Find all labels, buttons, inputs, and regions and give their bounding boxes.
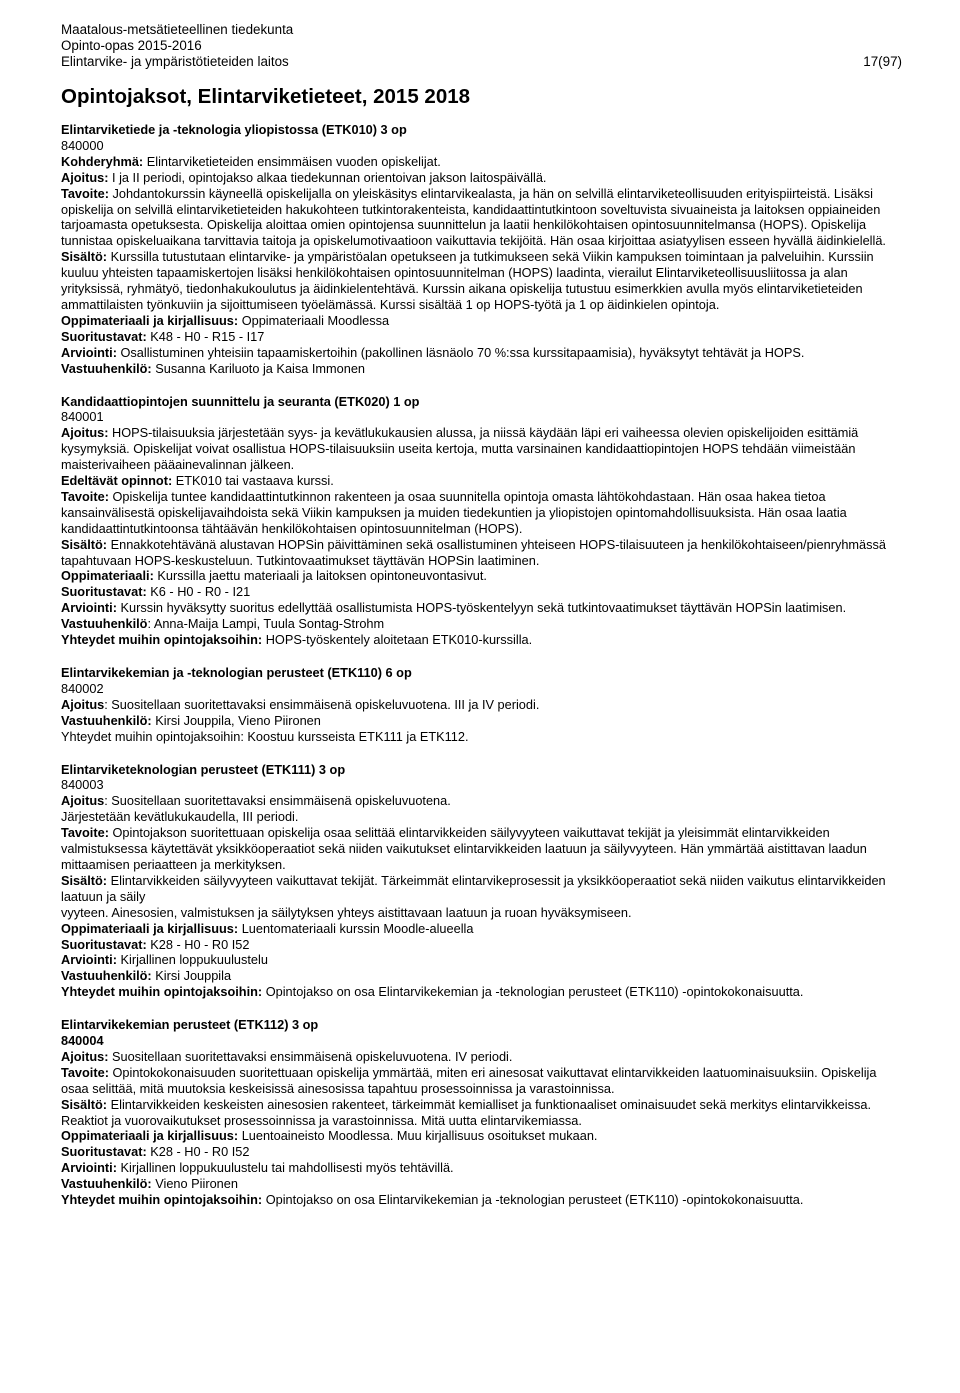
responsible-person — [61, 968, 906, 984]
prerequisites — [61, 473, 906, 489]
timing — [61, 1049, 906, 1065]
assessment — [61, 600, 906, 616]
field-value: Opintokokonaisuuden suoritettuaan opiskelija ymmärtää, miten eri ainesosat vaikuttavat elintarvikkeiden laatuominaisuuksiin. Opiskelija osaa selittää, mitä muutoksia keskeisissä ainesosissa tapahtuu prosessoinnissa ja varastoinnissa. — [61, 1064, 877, 1096]
course-code: 840000 — [61, 137, 104, 153]
responsible-person — [61, 361, 906, 377]
field-value: : Suositellaan suoritettavaksi ensimmäisenä opiskeluvuotena. — [104, 793, 451, 809]
field-value: Osallistuminen yhteisiin tapaamiskertoihin (pakollinen läsnäolo 70 %:ssa kurssitapaamisia), hyväksytyt tehtävät ja HOPS. — [116, 344, 805, 360]
field-label: Yhteydet muihin opintojaksoihin: — [61, 1192, 263, 1208]
field-value: Kirjallinen loppukuulustelu tai mahdollisesti myös tehtävillä. — [116, 1160, 454, 1176]
field-value: K28 - H0 - R0 I52 — [146, 1144, 250, 1160]
field-value: K6 - H0 - R0 - I21 — [146, 584, 251, 600]
field-value: Ennakkotehtävänä alustavan HOPSin päivittäminen sekä osallistuminen yhteiseen HOPS-tilaisuuteen ja henkilökohtaiseen/pienryhmässä tapahtuvaan HOPS-keskusteluun. Tutkintovaatimukset täyttävän HOPSin laatiminen. — [61, 536, 886, 568]
timing — [61, 793, 906, 809]
header-department: Elintarvike- ja ympäristötieteiden laitos — [61, 54, 289, 69]
content — [61, 537, 906, 569]
field-value: Kirjallinen loppukuulustelu — [116, 952, 268, 968]
field-value: K48 - H0 - R15 - I17 — [146, 328, 265, 344]
course-title: Elintarviketiede ja -teknologia yliopistossa (ETK010) 3 op — [61, 122, 407, 137]
assessment — [61, 952, 906, 968]
field-value: : Anna-Maija Lampi, Tuula Sontag-Strohm — [147, 616, 385, 632]
field-label: Arviointi: — [61, 600, 117, 616]
course-code: 840004 — [61, 1033, 104, 1049]
responsible-person — [61, 713, 906, 729]
field-label: Oppimateriaali ja kirjallisuus: — [61, 920, 239, 936]
content — [61, 249, 906, 313]
field-value: Opintojakso on osa Elintarvikekemian ja -teknologian perusteet (ETK110) -opintokokonaisuutta. — [262, 984, 804, 1000]
field-label: Tavoite: — [61, 185, 109, 201]
objective — [61, 186, 906, 250]
field-value: Vieno Piironen — [151, 1176, 238, 1192]
objective — [61, 489, 906, 537]
assessment — [61, 345, 906, 361]
field-label: Vastuuhenkilö: — [61, 1176, 152, 1192]
schedule: Järjestetään kevätlukukaudella, III periodi. — [61, 809, 299, 825]
timing — [61, 170, 906, 186]
field-label: Ajoitus: — [61, 425, 109, 441]
course-title: Elintarvikekemian perusteet (ETK112) 3 op — [61, 1017, 319, 1033]
course-code: 840001 — [61, 409, 104, 425]
materials — [61, 921, 906, 937]
responsible-person — [61, 616, 906, 632]
completion-methods — [61, 584, 906, 600]
materials — [61, 1128, 906, 1144]
field-label: Yhteydet muihin opintojaksoihin: — [61, 984, 263, 1000]
field-label: Vastuuhenkilö: — [61, 968, 152, 984]
field-value: Johdantokurssin käyneellä opiskelijalla on yleiskäsitys elintarvikealasta, ja hän on selvillä elintarviketeollisuuden erityispiirteistä. Lisäksi opiskelija on selvillä elintarviketieteiden hakukohteen tutkintorakenteista, kandidaattintutkintoon soveltuvista sivuaineista ja laitoksen oppiaineiden tarjoamasta opetuksesta. Opiskelija aloittaa omien opintojensa suunnittelun ja laatii henkilökohtaisen opintosuunnitelmansa (HOPS). Opiskelija tunnistaa opiskeluaikana tarvittavia taitoja ja opiskelumotivaatioon vaikuttavia tekijöitä. Hän osaa kirjoittaa asiatyylisen esseen hyvällä äidinkielellä. — [61, 185, 886, 249]
page-title: Opintojaksot, Elintarviketieteet, 2015 2018 — [61, 85, 471, 108]
course-title: Elintarvikekemian ja -teknologian perusteet (ETK110) 6 op — [61, 665, 412, 680]
field-value: Suositellaan suoritettavaksi ensimmäisenä opiskeluvuotena. IV periodi. — [108, 1048, 513, 1064]
field-label: Ajoitus — [61, 793, 105, 809]
field-label: Edeltävät opinnot: — [61, 473, 173, 489]
page-number: 17(97) — [863, 54, 902, 69]
related-courses — [61, 984, 906, 1000]
field-label: Oppimateriaali: — [61, 568, 154, 584]
course-list — [61, 122, 906, 1208]
materials — [61, 568, 906, 584]
field-value: I ja II periodi, opintojakso alkaa tiedekunnan orientoivan jakson laitospäivällä. — [108, 169, 547, 185]
field-value: Kirsi Jouppila, Vieno Piironen — [151, 712, 321, 728]
header-guide: Opinto-opas 2015-2016 — [61, 38, 202, 53]
course-title: Elintarviketeknologian perusteet (ETK111) 3 op — [61, 761, 346, 777]
field-label: Sisältö: — [61, 249, 108, 265]
field-value: K28 - H0 - R0 I52 — [146, 936, 250, 952]
field-label: Suoritustavat: — [61, 584, 147, 600]
field-value: Oppimateriaali Moodlessa — [238, 312, 390, 328]
course-etk010 — [61, 122, 906, 377]
field-label: Vastuuhenkilö — [61, 616, 148, 632]
field-label: Suoritustavat: — [61, 1144, 147, 1160]
responsible-person — [61, 1176, 906, 1192]
field-value: : Suositellaan suoritettavaksi ensimmäisenä opiskeluvuotena. III ja IV periodi. — [104, 696, 540, 712]
field-value: Elintarviketieteiden ensimmäisen vuoden opiskelijat. — [143, 153, 441, 169]
objective — [61, 825, 906, 873]
content — [61, 1097, 906, 1129]
field-value: Kurssilla tutustutaan elintarvike- ja ympäristöalan opetukseen ja tutkimukseen sekä Viikin kampuksen toimintaan ja palveluihin. Kurssiin kuuluu yhteisten tapaamiskertojen lisäksi henkilökohtaisen opintosuunnitelman (HOPS) laadinta, vierailut Elintarviketeollisuusliitossa ja alan yrityksissä, ryhmätyö, tiedonhakukoulutus ja äidinkielentehtävä. Kurssin aikana opiskelija tutustuu esimerkkien avulla myös elintarviketieteiden ammattilaisten työnkuviin ja sijoittumiseen työelämässä. Kurssi sisältää 1 op HOPS-työtä ja 1 op äidinkielen opintoja. — [61, 249, 874, 312]
field-label: Tavoite: — [61, 825, 109, 841]
field-value: Elintarvikkeiden keskeisten ainesosien rakenteet, tärkeimmät kemialliset ja funktionaaliset ominaisuudet sekä merkitys elintarvikkeissa. Reaktiot ja vuorovaikutukset prosessoinnissa ja varastoinnissa. Mitä uutta elintarvikemiassa. — [61, 1096, 871, 1128]
field-value: Opintojakso on osa Elintarvikekemian ja -teknologian perusteet (ETK110) -opintokokonaisuutta. — [262, 1192, 804, 1208]
field-value: Kirsi Jouppila — [151, 968, 232, 984]
field-label: Sisältö: — [61, 536, 108, 552]
field-label: Arviointi: — [61, 344, 117, 360]
field-label: Tavoite: — [61, 488, 109, 504]
field-value: Luentoaineisto Moodlessa. Muu kirjallisuus osoitukset mukaan. — [238, 1128, 598, 1144]
field-value: Elintarvikkeiden säilyvyyteen vaikuttavat tekijät. Tärkeimmät elintarvikeprosessit ja yksikköoperaatiot sekä niiden vaikutus elintarvikkeiden laatuun ja säily — [61, 872, 886, 904]
field-label: Ajoitus: — [61, 1048, 109, 1064]
field-label: Tavoite: — [61, 1064, 109, 1080]
field-label: Yhteydet muihin opintojaksoihin: — [61, 632, 263, 648]
field-value: Opintojakson suoritettuaan opiskelija osaa selittää elintarvikkeiden säilyvyyteen vaikuttavat tekijät ja yleisimmät elintarvikkeiden valmistuksessa käytettävät yksikköoperaatiot sekä niiden vaikutukset elintarvikkeiden laatuun ja säilyvyyteen. Hän ymmärtää aistittavan laadun mittaamisen periaatteen ja merkityksen. — [61, 825, 867, 872]
field-value: ETK010 tai vastaava kurssi. — [172, 473, 334, 489]
materials — [61, 313, 906, 329]
course-etk111 — [61, 762, 906, 1001]
field-label: Kohderyhmä: — [61, 153, 144, 169]
course-etk020 — [61, 394, 906, 649]
course-etk110 — [61, 665, 906, 745]
completion-methods — [61, 937, 906, 953]
field-value: HOPS-työskentely aloitetaan ETK010-kurssilla. — [262, 632, 533, 648]
course-code: 840003 — [61, 777, 104, 793]
field-label: Vastuuhenkilö: — [61, 712, 152, 728]
course-title: Kandidaattiopintojen suunnittelu ja seuranta (ETK020) 1 op — [61, 393, 420, 409]
assessment — [61, 1160, 906, 1176]
field-value: Opiskelija tuntee kandidaattintutkinnon rakenteen ja osaa suunnitella opintoja omasta lähtökohdastaan. Hän osaa hakea tietoa kansainvälisestä opiskelijavaihdoista sekä Viikin kampuksen ja muiden tiedekuntien ja yliopistojen opintomahdollisuuksista. Hän osaa laatia kandidaattintutkintoonsa tähtäävän henkilökohtaisen opintosuunnitelman (HOPS). — [61, 488, 847, 536]
field-value: Luentomateriaali kurssin Moodle-alueella — [238, 920, 474, 936]
related-courses — [61, 1192, 906, 1208]
field-label: Suoritustavat: — [61, 328, 147, 344]
content — [61, 873, 906, 905]
field-value: Kurssin hyväksytty suoritus edellyttää osallistumista HOPS-työskentelyyn sekä tutkintovaatimukset täyttävän HOPSin laatimisen. — [116, 600, 847, 616]
field-label: Sisältö: — [61, 1096, 108, 1112]
related-courses — [61, 632, 906, 648]
related-courses: Yhteydet muihin opintojaksoihin: Koostuu kursseista ETK111 ja ETK112. — [61, 728, 469, 744]
field-label: Oppimateriaali ja kirjallisuus: — [61, 1128, 239, 1144]
field-label: Suoritustavat: — [61, 936, 147, 952]
field-label: Oppimateriaali ja kirjallisuus: — [61, 312, 239, 328]
timing — [61, 697, 906, 713]
target-group — [61, 154, 906, 170]
field-label: Arviointi: — [61, 952, 117, 968]
field-label: Sisältö: — [61, 872, 108, 888]
completion-methods — [61, 1144, 906, 1160]
timing — [61, 425, 906, 473]
field-label: Vastuuhenkilö: — [61, 360, 152, 376]
field-label: Ajoitus — [61, 696, 105, 712]
header-faculty: Maatalous-metsätieteellinen tiedekunta — [61, 22, 294, 37]
field-value: Kurssilla jaettu materiaali ja laitoksen opintoneuvontasivut. — [153, 568, 487, 584]
field-value: HOPS-tilaisuuksia järjestetään syys- ja kevätlukukausien alussa, ja niissä käydään läpi eri vaiheessa olevien opiskelijoiden esittämiä kysymyksiä. Opiskelijat voivat osallistua HOPS-tilaisuuksiin useita kertoja, mutta varsinainen kandidaattiopintojen HOPS tehdään viimeistään maisterivaiheen pääainevalinnan jälkeen. — [61, 425, 859, 473]
course-code: 840002 — [61, 680, 104, 696]
field-value: Susanna Kariluoto ja Kaisa Immonen — [151, 360, 366, 376]
completion-methods — [61, 329, 906, 345]
content-continued: vyyteen. Ainesosien, valmistuksen ja säilytyksen yhteys aistittavaan laatuun ja ruoan hyväksymiseen. — [61, 904, 632, 920]
field-label: Ajoitus: — [61, 169, 109, 185]
field-label: Arviointi: — [61, 1160, 117, 1176]
objective — [61, 1065, 906, 1097]
course-etk112 — [61, 1017, 906, 1208]
